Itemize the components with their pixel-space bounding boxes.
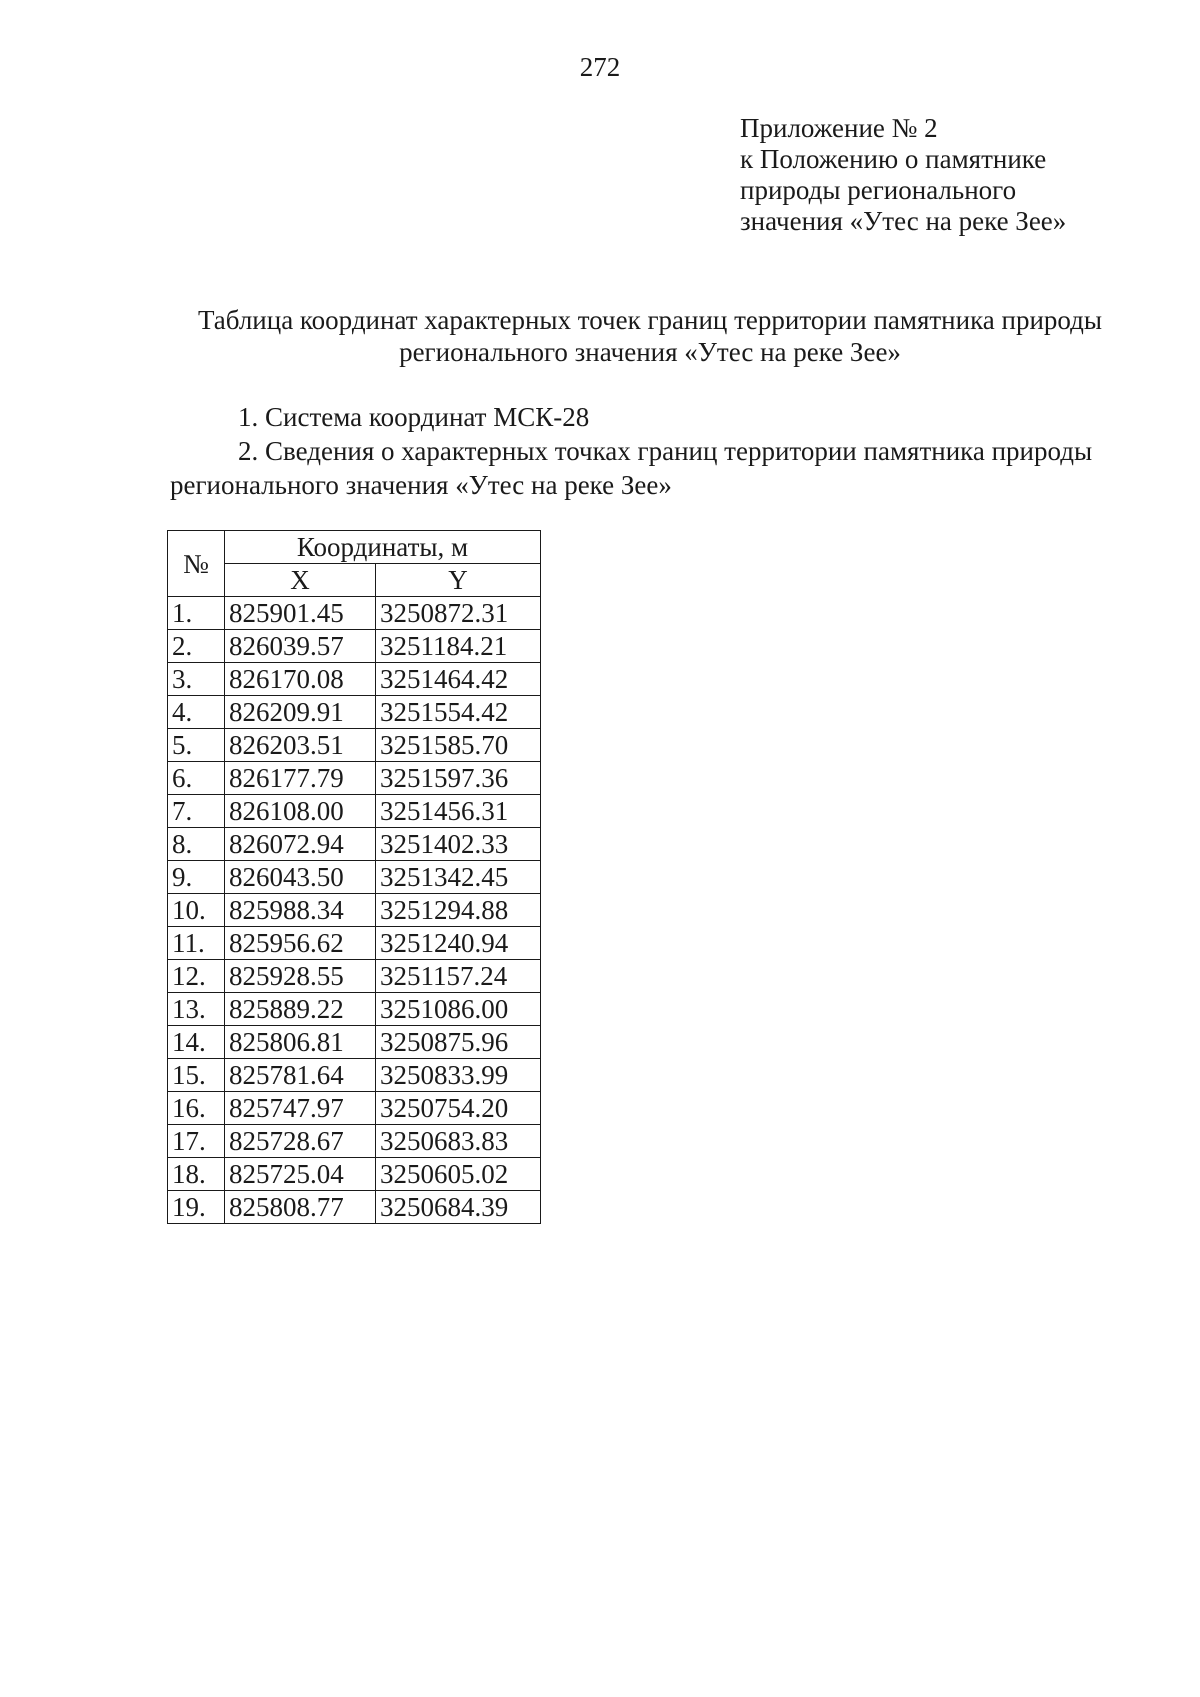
cell-number: 17. — [168, 1125, 225, 1158]
cell-y: 3251585.70 — [376, 729, 541, 762]
cell-y: 3251294.88 — [376, 894, 541, 927]
cell-y: 3251240.94 — [376, 927, 541, 960]
table-row — [168, 696, 541, 729]
cell-y: 3251554.42 — [376, 696, 541, 729]
cell-x: 825956.62 — [225, 927, 376, 960]
page-number: 272 — [579, 52, 621, 82]
cell-number: 16. — [168, 1092, 225, 1125]
table-row — [168, 762, 541, 795]
cell-number: 5. — [168, 729, 225, 762]
cell-x: 825808.77 — [225, 1191, 376, 1224]
cell-x: 825988.34 — [225, 894, 376, 927]
cell-x: 826043.50 — [225, 861, 376, 894]
cell-x: 826203.51 — [225, 729, 376, 762]
paragraph-points-info: 2. Сведения о характерных точках границ территории памятника природы — [238, 436, 1093, 466]
cell-y: 3250605.02 — [376, 1158, 541, 1191]
cell-x: 825901.45 — [225, 597, 376, 630]
table-row — [168, 795, 541, 828]
cell-y: 3251184.21 — [376, 630, 541, 663]
coordinates-table — [167, 530, 541, 1224]
cell-y: 3250872.31 — [376, 597, 541, 630]
cell-number: 15. — [168, 1059, 225, 1092]
cell-number: 13. — [168, 993, 225, 1026]
cell-number: 11. — [168, 927, 225, 960]
cell-x: 825806.81 — [225, 1026, 376, 1059]
table-row — [168, 828, 541, 861]
cell-x: 825781.64 — [225, 1059, 376, 1092]
cell-number: 19. — [168, 1191, 225, 1224]
cell-x: 826209.91 — [225, 696, 376, 729]
table-row — [168, 630, 541, 663]
cell-number: 1. — [168, 597, 225, 630]
header-number: № — [168, 531, 225, 597]
cell-y: 3250875.96 — [376, 1026, 541, 1059]
cell-x: 826170.08 — [225, 663, 376, 696]
cell-y: 3251086.00 — [376, 993, 541, 1026]
table-row — [168, 1158, 541, 1191]
appendix-line: значения «Утес на реке Зее» — [740, 206, 1067, 236]
appendix-note — [740, 113, 1066, 237]
table-row — [168, 993, 541, 1026]
cell-number: 9. — [168, 861, 225, 894]
appendix-line: к Положению о памятнике — [740, 144, 1047, 174]
table-header-row — [168, 531, 541, 564]
cell-x: 825747.97 — [225, 1092, 376, 1125]
appendix-line: природы регионального — [740, 175, 1017, 205]
cell-number: 12. — [168, 960, 225, 993]
cell-y: 3251597.36 — [376, 762, 541, 795]
table-row — [168, 894, 541, 927]
cell-y: 3251402.33 — [376, 828, 541, 861]
header-y: Y — [376, 564, 541, 597]
paragraph-coordinate-system: 1. Система координат МСК-28 — [238, 402, 590, 432]
table-row — [168, 960, 541, 993]
title-line: Таблица координат характерных точек границ территории памятника природы — [197, 305, 1103, 335]
cell-y: 3251456.31 — [376, 795, 541, 828]
cell-number: 7. — [168, 795, 225, 828]
cell-x: 825728.67 — [225, 1125, 376, 1158]
cell-y: 3250754.20 — [376, 1092, 541, 1125]
cell-number: 4. — [168, 696, 225, 729]
table-row — [168, 861, 541, 894]
header-x: X — [225, 564, 376, 597]
table-body — [168, 597, 541, 1224]
table-row — [168, 597, 541, 630]
cell-number: 8. — [168, 828, 225, 861]
cell-y: 3251464.42 — [376, 663, 541, 696]
cell-x: 826177.79 — [225, 762, 376, 795]
document-title — [150, 304, 1150, 368]
header-coordinates: Координаты, м — [225, 531, 541, 564]
cell-x: 826108.00 — [225, 795, 376, 828]
paragraph-points-info-continued: регионального значения «Утес на реке Зее» — [170, 470, 672, 500]
cell-x: 825928.55 — [225, 960, 376, 993]
title-line: регионального значения «Утес на реке Зее» — [399, 337, 901, 367]
cell-number: 14. — [168, 1026, 225, 1059]
table-row — [168, 1191, 541, 1224]
cell-x: 825889.22 — [225, 993, 376, 1026]
table-row — [168, 1092, 541, 1125]
cell-number: 6. — [168, 762, 225, 795]
cell-y: 3251157.24 — [376, 960, 541, 993]
table-row — [168, 1125, 541, 1158]
cell-y: 3250833.99 — [376, 1059, 541, 1092]
cell-y: 3250684.39 — [376, 1191, 541, 1224]
cell-number: 18. — [168, 1158, 225, 1191]
cell-x: 825725.04 — [225, 1158, 376, 1191]
appendix-line: Приложение № 2 — [740, 113, 938, 143]
cell-number: 2. — [168, 630, 225, 663]
cell-x: 826072.94 — [225, 828, 376, 861]
table-row — [168, 729, 541, 762]
table-row — [168, 1026, 541, 1059]
table-row — [168, 1059, 541, 1092]
table-row — [168, 927, 541, 960]
cell-number: 3. — [168, 663, 225, 696]
cell-y: 3251342.45 — [376, 861, 541, 894]
cell-y: 3250683.83 — [376, 1125, 541, 1158]
cell-x: 826039.57 — [225, 630, 376, 663]
cell-number: 10. — [168, 894, 225, 927]
table-row — [168, 663, 541, 696]
